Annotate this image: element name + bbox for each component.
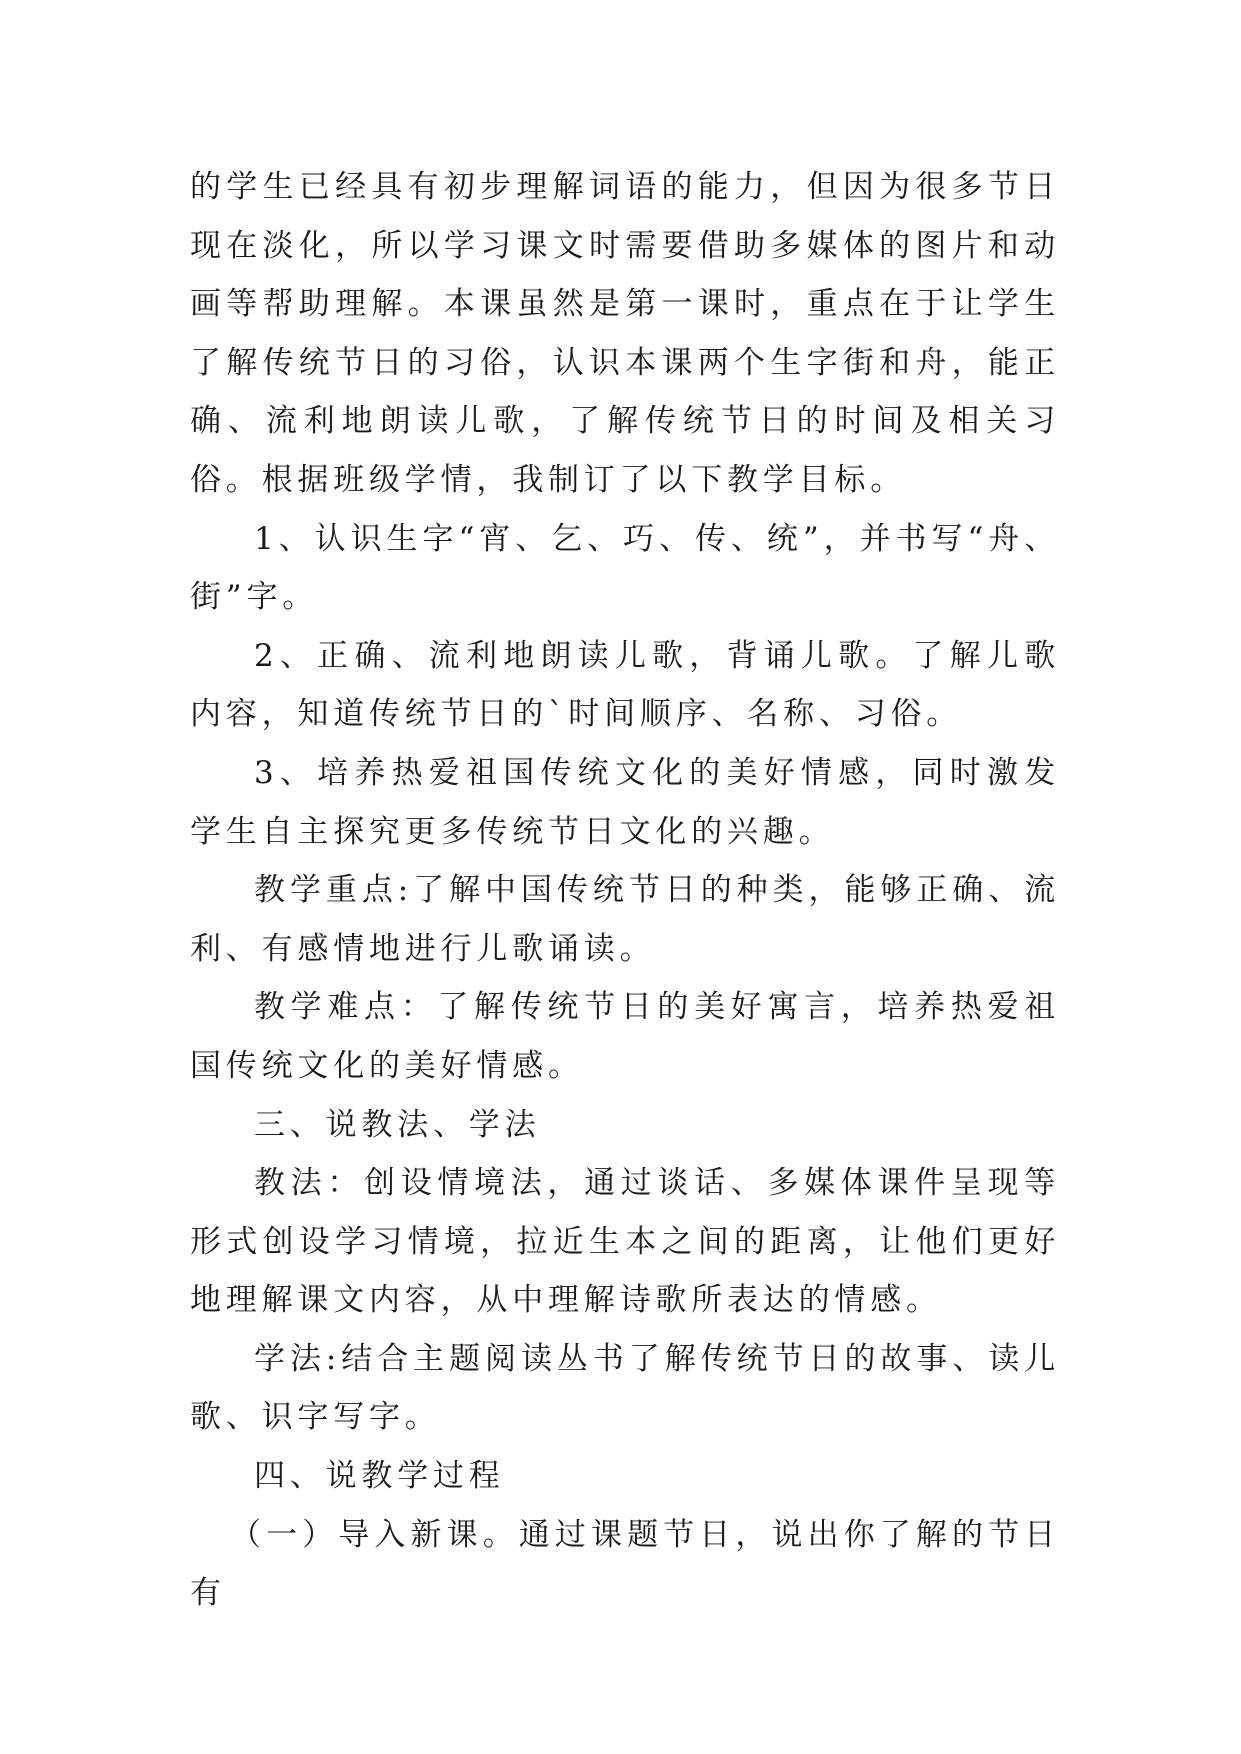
paragraph-goal-2: 2、正确、流利地朗读儿歌，背诵儿歌。了解儿歌内容，知道传统节日的`时间顺序、名称、习俗。 <box>190 637 1060 733</box>
section-heading-methods: 三、说教法、学法 <box>254 1106 541 1143</box>
document-body <box>190 158 1060 1623</box>
paragraph-teaching-method: 教法：创设情境法，通过谈话、多媒体课件呈现等形式创设学习情境，拉近生本之间的距离，让他们更好地理解课文内容，从中理解诗歌所表达的情感。 <box>190 1165 1060 1319</box>
section-heading-process: 四、说教学过程 <box>254 1458 505 1495</box>
paragraph-process-step-1: （一）导入新课。通过课题节日，说出你了解的节日有 <box>190 1516 1060 1612</box>
paragraph-learning-method: 学法:结合主题阅读丛书了解传统节日的故事、读儿歌、识字写字。 <box>190 1340 1060 1436</box>
paragraph-goal-3: 3、培养热爱祖国传统文化的美好情感，同时激发学生自主探究更多传统节日文化的兴趣。 <box>190 754 1060 850</box>
paragraph-key-point: 教学重点:了解中国传统节日的种类，能够正确、流利、有感情地进行儿歌诵读。 <box>190 872 1060 967</box>
paragraph-difficulty: 教学难点：了解传统节日的美好寓言，培养热爱祖国传统文化的美好情感。 <box>190 989 1060 1084</box>
paragraph-goal-1: 1、认识生字“宵、乞、巧、传、统”，并书写“舟、街”字。 <box>190 520 1060 616</box>
paragraph-intro: 的学生已经具有初步理解词语的能力，但因为很多节日现在淡化，所以学习课文时需要借助多媒体的图片和动画等帮助理解。本课虽然是第一课时，重点在于让学生了解传统节日的习俗，认识本课两个生字街和舟，能正确、流利地朗读儿歌，了解传统节日的时间及相关习俗。根据班级学情，我制订了以下教学目标。 <box>190 169 1060 498</box>
